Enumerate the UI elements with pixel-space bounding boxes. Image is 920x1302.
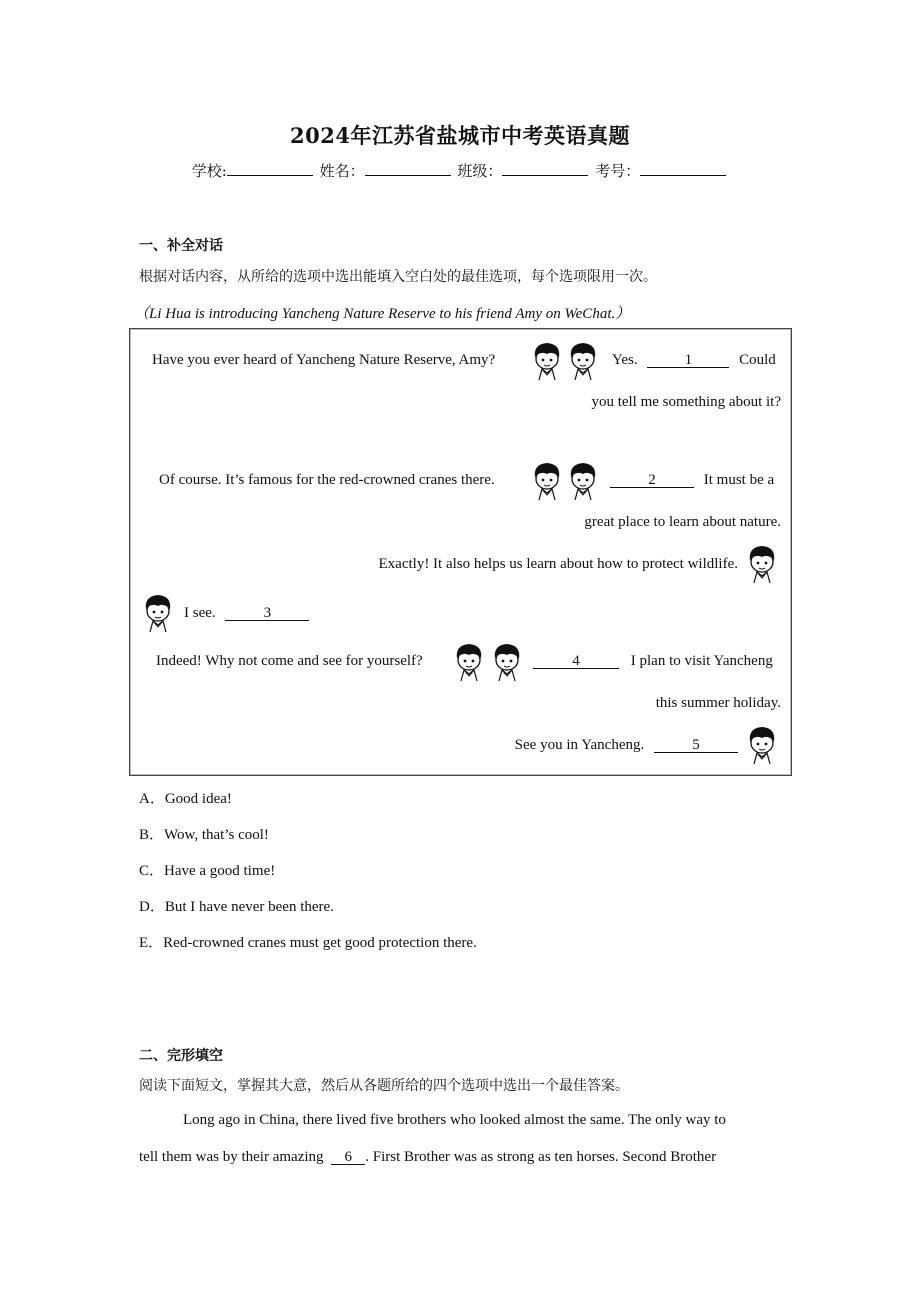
option-d[interactable]: D．But I have never been there. (139, 899, 334, 915)
dialog-text: It must be a (703, 472, 775, 488)
dialog-line-4-right (533, 653, 773, 670)
school-label: 学校: (191, 162, 227, 180)
dialog-line-2-right (610, 472, 774, 489)
dialog-line-1-right (612, 352, 776, 369)
amy-avatar-icon (566, 460, 600, 502)
dialog-context: （Li Hua is introducing Yancheng Nature Reserve to his friend Amy on WeChat.） (134, 306, 631, 322)
option-b[interactable]: B．Wow, that’s cool! (139, 827, 269, 843)
li-hua-avatar-icon (745, 543, 779, 585)
dialog-line-2-left: Of course. It’s famous for the red-crowned cranes there. (159, 472, 495, 488)
dialog-line-4-cont: this summer holiday. (655, 695, 781, 711)
dialog-line-5 (515, 737, 738, 754)
section2-instruction: 阅读下面短文，掌握其大意，然后从各题所给的四个选项中选出一个最佳答案。 (139, 1078, 629, 1094)
blank-3[interactable]: 3 (225, 606, 309, 621)
amy-avatar-icon (566, 340, 600, 382)
dialog-text: See you in Yancheng. (514, 737, 645, 753)
dialog-line-1-left: Have you ever heard of Yancheng Nature Reserve, Amy? (152, 352, 496, 368)
dialog-text: I plan to visit Yancheng (630, 653, 773, 669)
dialog-line-3: Exactly! It also helps us learn about how to protect wildlife. (378, 556, 738, 572)
blank-6[interactable]: 6 (331, 1150, 365, 1165)
amy-avatar-icon (490, 641, 524, 683)
blank-1[interactable]: 1 (647, 353, 729, 368)
li-hua-avatar-icon (530, 340, 564, 382)
school-blank[interactable] (227, 161, 313, 176)
dialog-text: Yes. (612, 352, 638, 368)
dialog-line-2-cont: great place to learn about nature. (584, 514, 781, 530)
passage-line-2 (139, 1149, 716, 1166)
passage-text: tell them was by their amazing (139, 1149, 324, 1165)
passage-line-1: Long ago in China, there lived five brothers who looked almost the same. The only way to (183, 1112, 726, 1128)
number-blank[interactable] (640, 161, 726, 176)
dialog-line-4-left: Indeed! Why not come and see for yourself? (156, 653, 423, 669)
class-label: 班级： (457, 162, 503, 180)
option-e[interactable]: E．Red-crowned cranes must get good protection there. (139, 935, 477, 951)
dialog-text: Could (739, 352, 776, 368)
blank-2[interactable]: 2 (610, 473, 694, 488)
li-hua-avatar-icon (452, 641, 486, 683)
li-hua-avatar-icon (745, 724, 779, 766)
section2-heading: 二、完形填空 (139, 1048, 223, 1064)
blank-4[interactable]: 4 (533, 654, 619, 669)
dialog-text: I see. (184, 605, 216, 621)
section1-instruction: 根据对话内容，从所给的选项中选出能填入空白处的最佳选项，每个选项限用一次。 (139, 269, 657, 285)
student-info-row (0, 160, 920, 181)
name-blank[interactable] (365, 161, 451, 176)
option-c[interactable]: C．Have a good time! (139, 863, 276, 879)
name-label: 姓名： (319, 162, 365, 180)
class-blank[interactable] (502, 161, 588, 176)
dialog-line-1-cont: you tell me something about it? (591, 394, 781, 410)
li-hua-avatar-icon (530, 460, 564, 502)
blank-5[interactable]: 5 (654, 738, 738, 753)
page-title: 2024年江苏省盐城市中考英语真题 (290, 123, 630, 148)
option-a[interactable]: A．Good idea! (139, 791, 232, 807)
amy-avatar-icon (141, 592, 175, 634)
section1-heading: 一、补全对话 (139, 238, 223, 254)
passage-text: . First Brother was as strong as ten horses. Second Brother (365, 1149, 717, 1165)
dialog-line-3-reply (184, 605, 309, 622)
number-label: 考号： (595, 162, 641, 180)
